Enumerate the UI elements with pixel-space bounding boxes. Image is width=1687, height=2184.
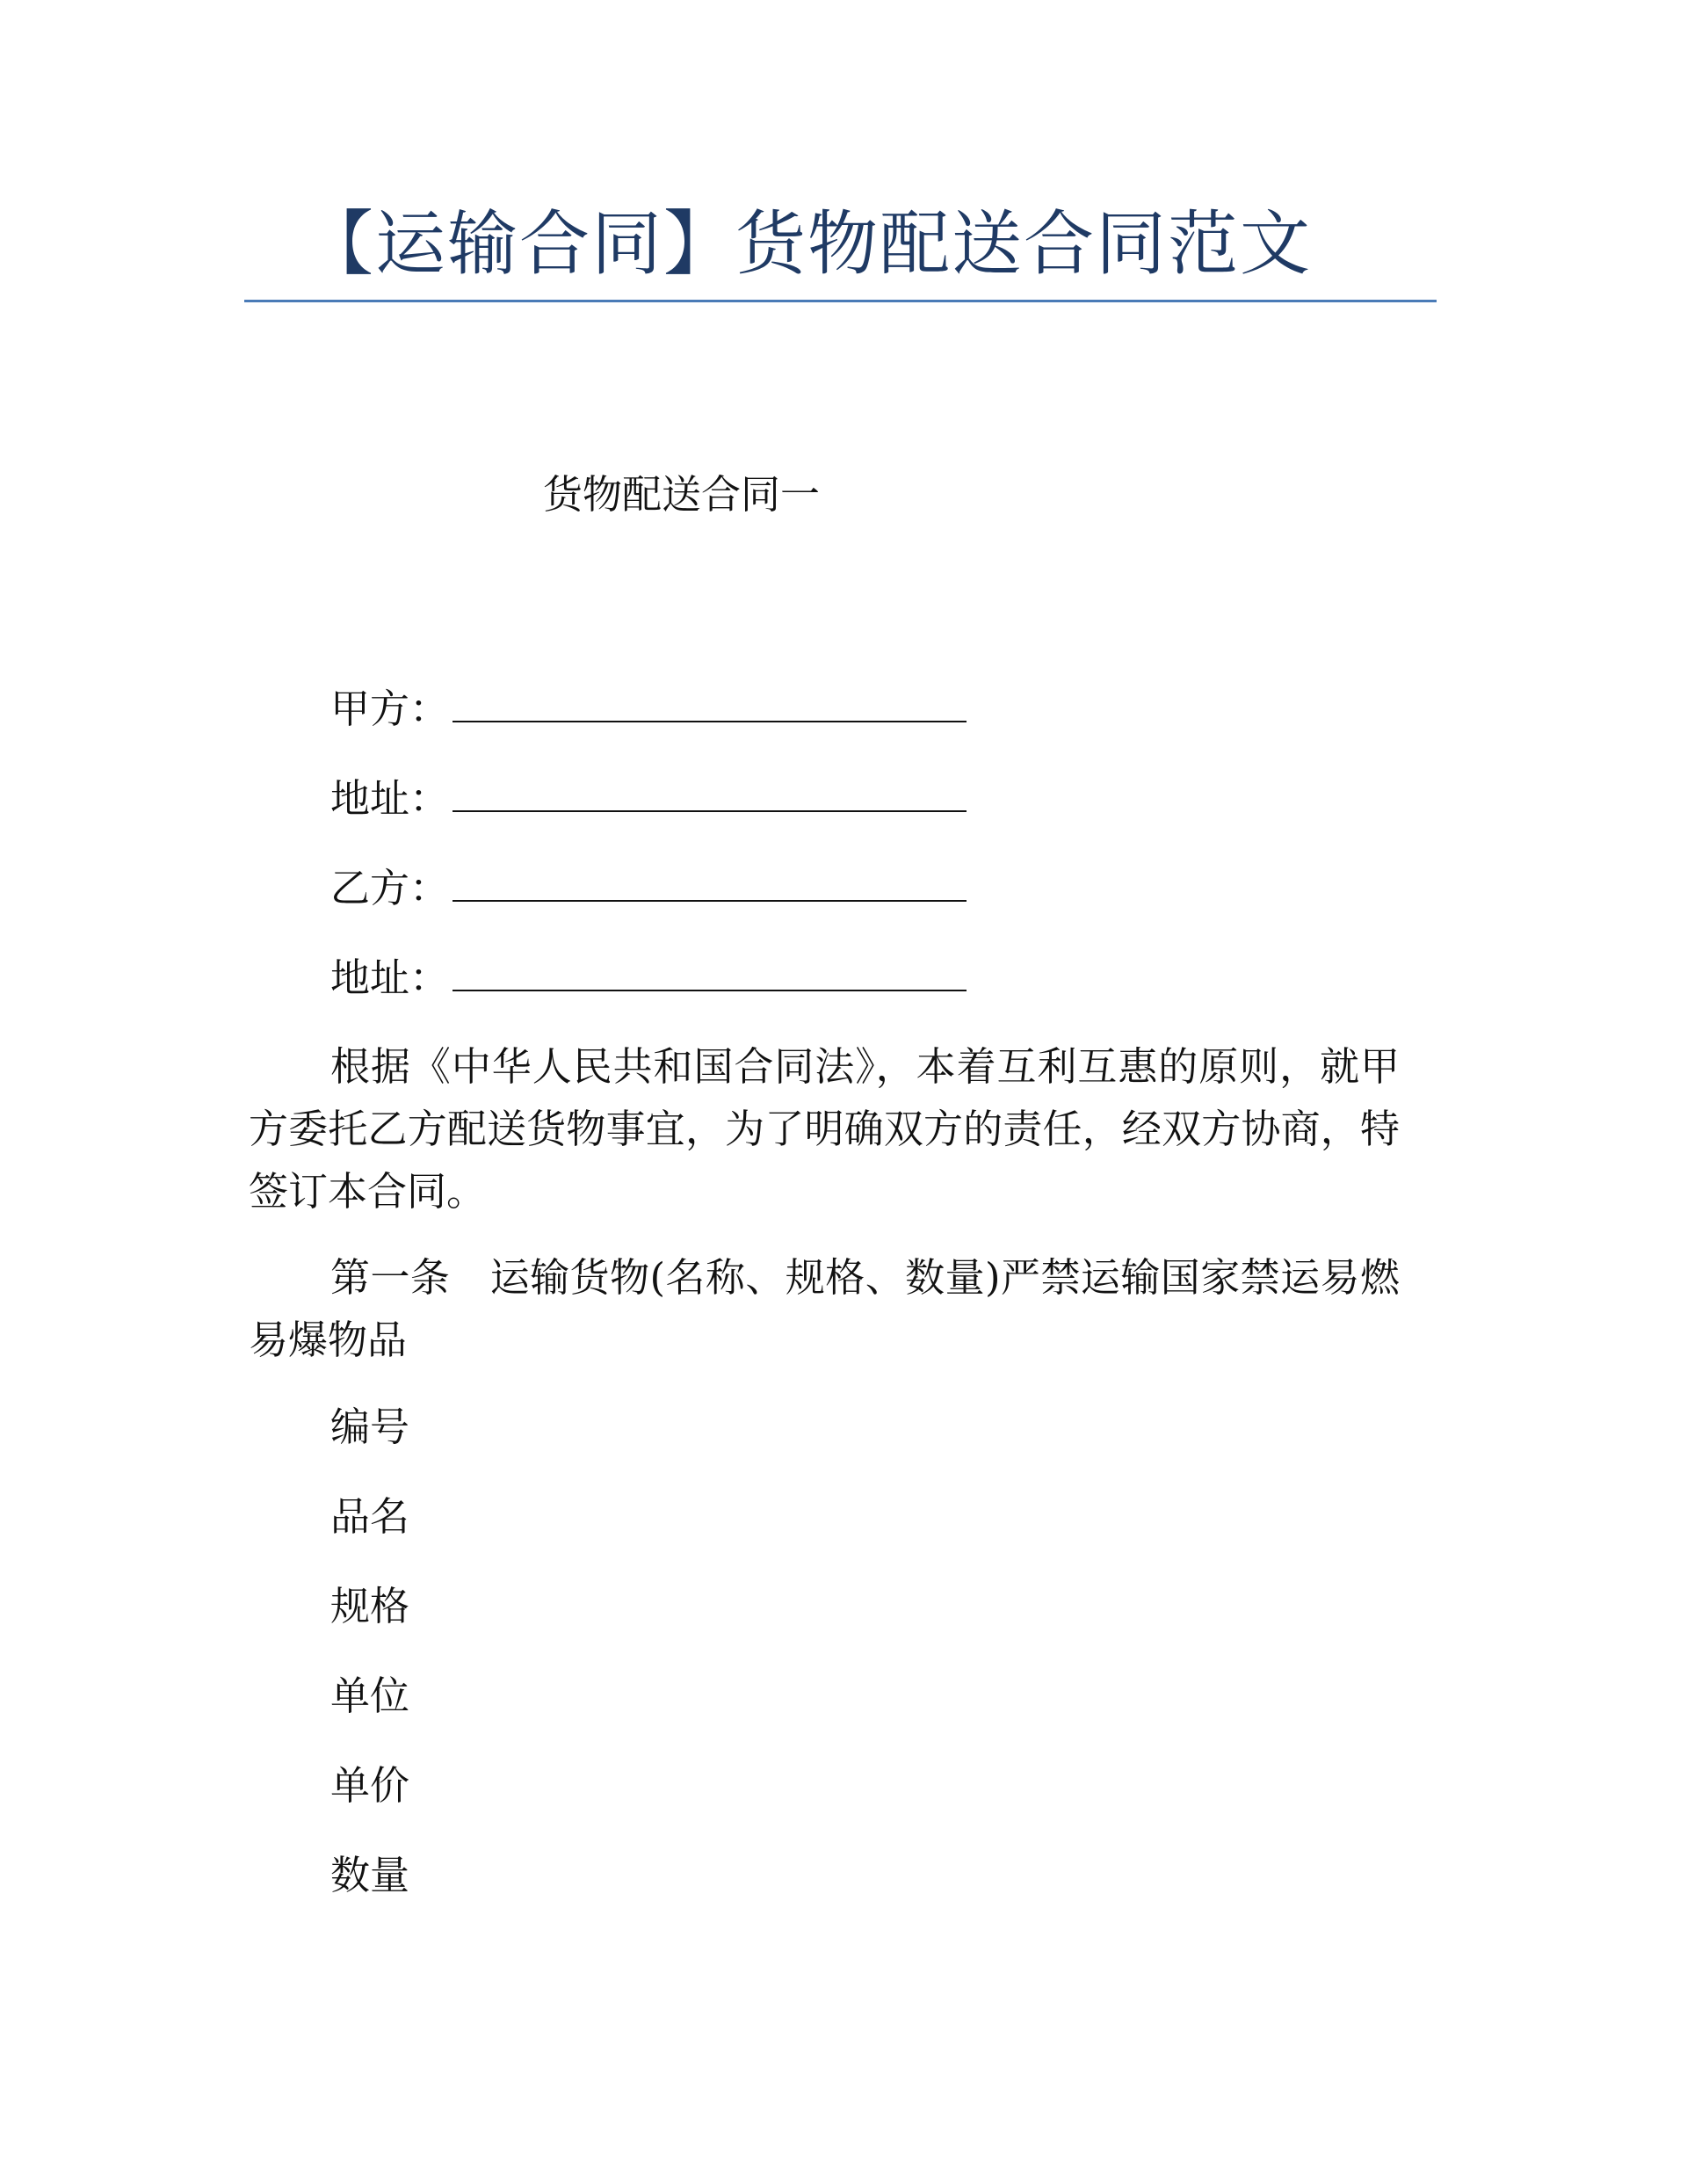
item-field-spec: 规格 bbox=[330, 1583, 410, 1629]
party-a-address-label: 地址： bbox=[330, 775, 450, 822]
item-field-name: 品名 bbox=[330, 1493, 410, 1540]
party-a-blank bbox=[453, 684, 967, 722]
party-a-address-line bbox=[330, 773, 967, 824]
title-underline bbox=[244, 300, 1437, 302]
item-field-number: 编号 bbox=[330, 1404, 410, 1450]
party-b-blank bbox=[453, 863, 967, 902]
party-b-label: 乙方： bbox=[330, 865, 450, 911]
party-a-label: 甲方： bbox=[330, 686, 450, 732]
party-b-address-blank bbox=[453, 953, 967, 991]
item-field-quantity: 数量 bbox=[330, 1852, 410, 1898]
preamble-paragraph: 根据《中华人民共和国合同法》，本着互利互惠的原则，就甲方委托乙方配送货物事宜，为了明确双方的责任，经双方协商，特签订本合同。 bbox=[249, 1043, 1400, 1215]
article-one-paragraph: 第一条 运输货物(名称、规格、数量)严禁运输国家禁运易燃易爆物品 bbox=[249, 1254, 1400, 1363]
party-b-line bbox=[330, 863, 967, 913]
document-title: 【运输合同】货物配送合同范文 bbox=[303, 203, 1312, 285]
item-field-unit-price: 单价 bbox=[330, 1762, 410, 1809]
party-a-line bbox=[330, 684, 967, 734]
party-a-address-blank bbox=[453, 773, 967, 812]
item-field-unit: 单位 bbox=[330, 1672, 410, 1719]
contract-subtitle: 货物配送合同一 bbox=[543, 471, 821, 518]
party-b-address-label: 地址： bbox=[330, 954, 450, 1001]
party-b-address-line bbox=[330, 953, 967, 1003]
